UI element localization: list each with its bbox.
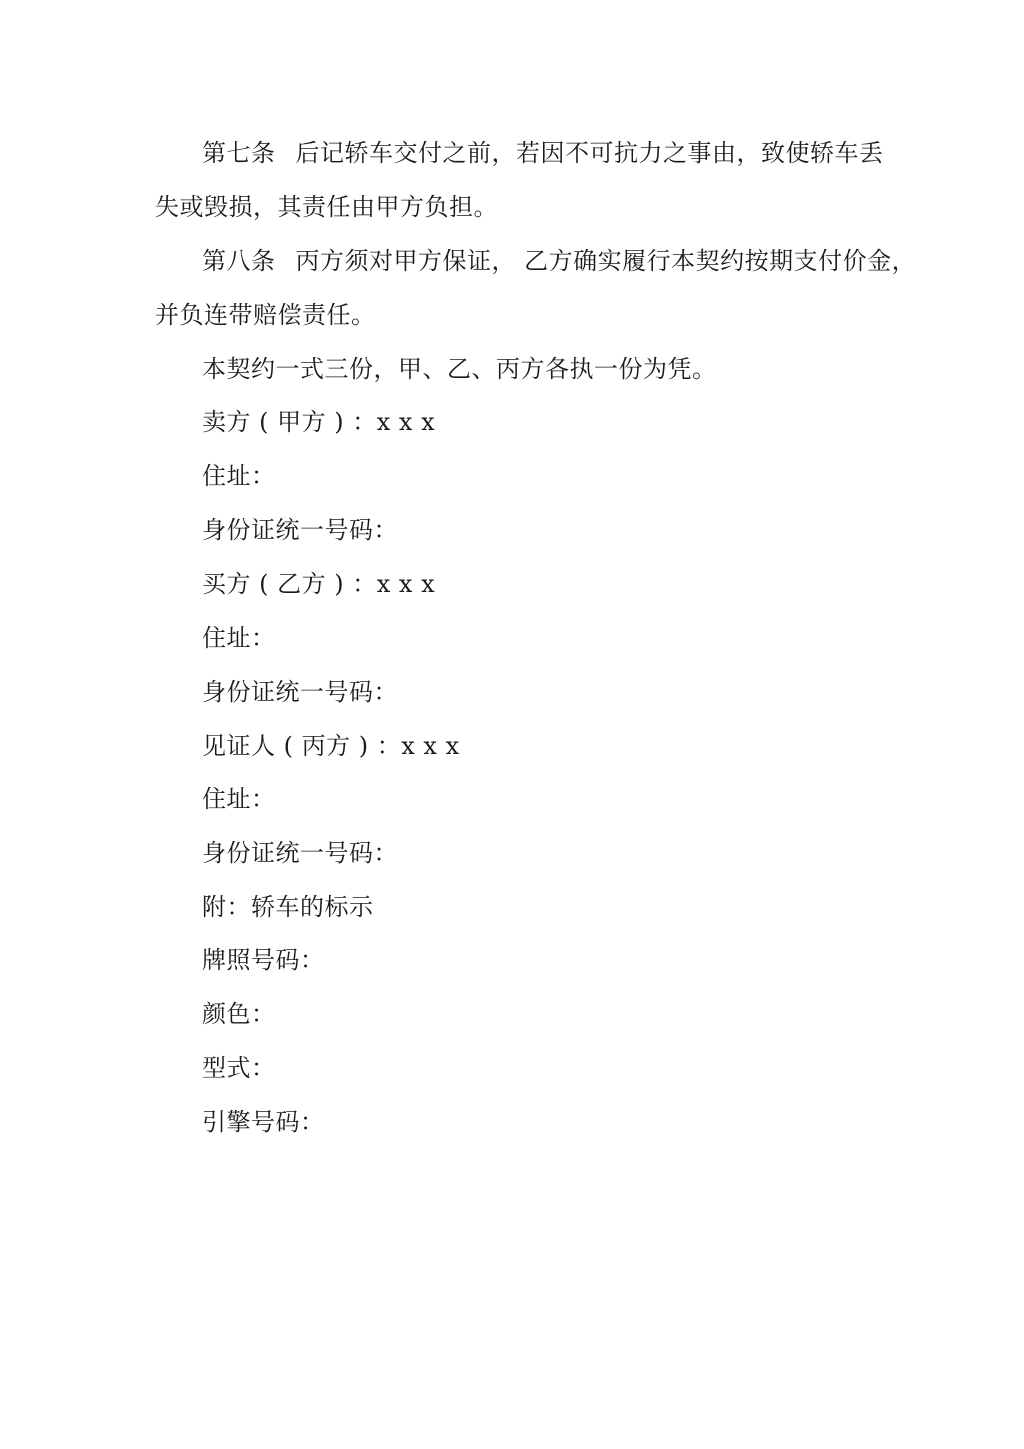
plate-number-label: 牌照号码：: [202, 946, 325, 974]
article-8-line-2: 并负连带赔偿责任。: [155, 301, 376, 329]
copies-statement: 本契约一式三份，甲、乙、丙方各执一份为凭。: [202, 355, 717, 383]
color-label: 颜色：: [202, 1000, 276, 1028]
article-8-label: 第八条: [202, 247, 276, 275]
article-7-line-2: 失或毁损，其责任由甲方负担。: [155, 193, 498, 221]
witness-address: 住址：: [202, 785, 276, 813]
article-8-line-1: [202, 247, 916, 275]
witness-name: 见证人 ( 丙方 ) ：x x x: [202, 732, 460, 760]
engine-number-label: 引擎号码：: [202, 1108, 325, 1136]
seller-address: 住址：: [202, 462, 276, 490]
buyer-id: 身份证统一号码：: [202, 678, 398, 706]
buyer-address: 住址：: [202, 624, 276, 652]
article-8-text-1: 丙方须对甲方保证， 乙方确实履行本契约按期支付价金，: [295, 247, 917, 275]
seller-name: 卖方 ( 甲方 ) ：x x x: [202, 408, 436, 436]
model-label: 型式：: [202, 1054, 276, 1082]
buyer-name: 买方 ( 乙方 ) ：x x x: [202, 570, 436, 598]
article-7-line-1: [202, 139, 884, 167]
attachment-title: 附：轿车的标示: [202, 893, 374, 921]
article-7-text-1: 后记轿车交付之前，若因不可抗力之事由，致使轿车丢: [295, 139, 884, 167]
article-7-label: 第七条: [202, 139, 276, 167]
seller-id: 身份证统一号码：: [202, 516, 398, 544]
witness-id: 身份证统一号码：: [202, 839, 398, 867]
